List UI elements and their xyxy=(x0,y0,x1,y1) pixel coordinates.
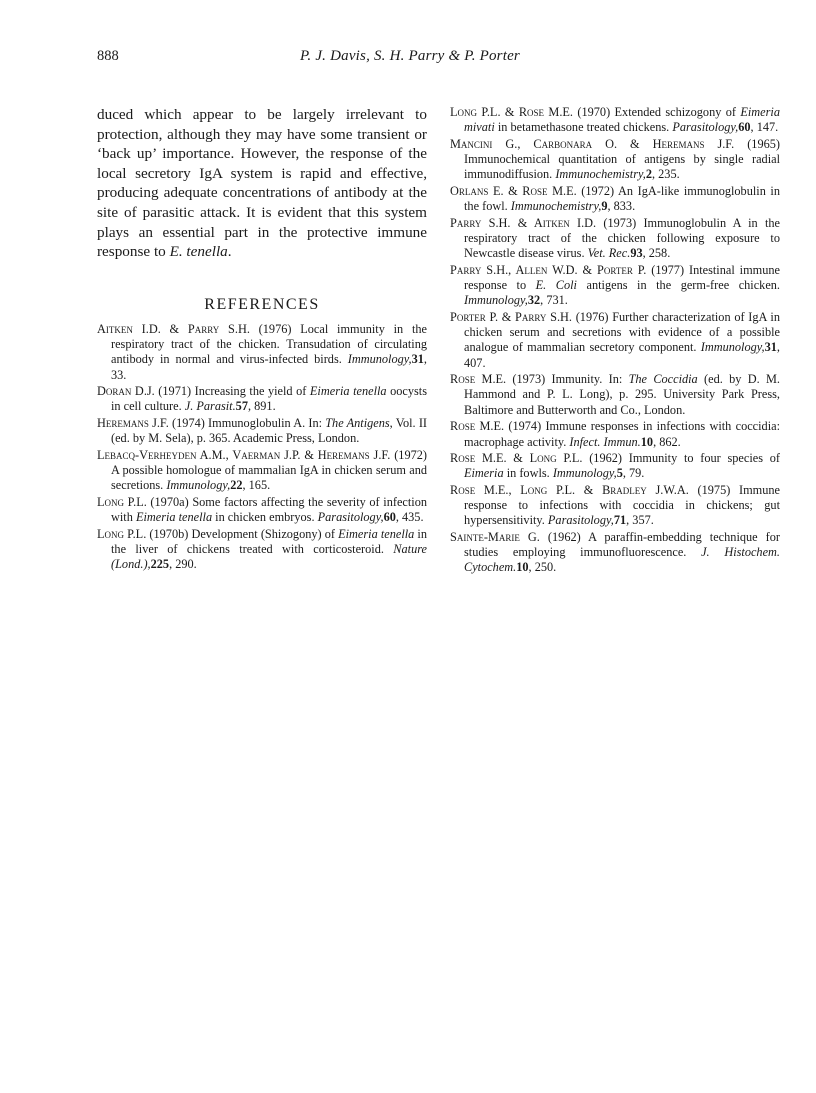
reference-volume: 60 xyxy=(738,120,751,135)
reference-pages: , 731. xyxy=(540,293,568,308)
reference-text: in fowls. xyxy=(503,466,553,481)
reference-authors: Rose M.E. xyxy=(450,419,505,434)
page-header xyxy=(0,48,816,72)
reference-text: (ed. by D. M. Hammond and P. L. Long), p. 295. University Park Press, Baltimore and Butterworth and Co., London. xyxy=(464,372,780,417)
intro-end-punct: . xyxy=(227,243,232,261)
reference-volume: 10 xyxy=(640,434,654,449)
reference-authors: Parry S.H., Allen W.D. & Porter P. xyxy=(450,262,647,277)
reference-pages: , 147. xyxy=(750,120,779,135)
right-column xyxy=(450,105,780,577)
reference-authors: Parry S.H. & Aitken I.D. xyxy=(450,215,597,230)
reference-journal: Infect. Immun. xyxy=(569,434,641,449)
reference-text: (1976) Further characterization of IgA in chicken serum and secretions with evidence of a possible analogue of mammalian secretory component. xyxy=(464,309,780,355)
reference-text: in the liver of chickens treated with corticosteroid. xyxy=(111,526,427,556)
reference-volume: 60 xyxy=(383,510,396,525)
reference-entry xyxy=(450,530,780,576)
references-heading: REFERENCES xyxy=(204,295,320,313)
reference-text: (1970a) Some factors affecting the severity of infection with xyxy=(111,494,427,525)
reference-text: (1973) Immunoglobulin A in the respiratory tract of the chicken following exposure to Newcastle disease virus. xyxy=(464,215,780,261)
reference-entry xyxy=(450,451,780,482)
reference-volume: 225 xyxy=(150,557,170,572)
reference-journal: Immunology, xyxy=(700,340,765,355)
reference-authors: Porter P. & Parry S.H. xyxy=(450,309,572,324)
reference-text: (1965) Immunochemical quantitation of antigens by single radial immunodiffusion. xyxy=(464,136,780,182)
reference-text: (1972) A possible homologue of mammalian IgA in chicken serum and secretions. xyxy=(111,447,427,493)
reference-volume: 31 xyxy=(764,340,777,355)
reference-text: in betamethasone treated chickens. xyxy=(494,120,673,135)
reference-text: (1972) An IgA-like immunoglobulin in the fowl. xyxy=(464,183,780,214)
reference-journal: Parasitology, xyxy=(672,120,739,135)
reference-volume: 71 xyxy=(613,513,627,528)
reference-entry xyxy=(450,263,780,309)
reference-authors: Long P.L. xyxy=(97,526,147,541)
reference-text: (1971) Increasing the yield of xyxy=(154,384,310,399)
reference-entry xyxy=(450,310,780,371)
references-list-left xyxy=(97,322,427,573)
reference-authors: Sainte-Marie G. xyxy=(450,529,540,544)
running-title: P. J. Davis, S. H. Parry & P. Porter xyxy=(300,48,520,64)
reference-journal: Immunochemistry, xyxy=(555,167,646,182)
reference-entry xyxy=(450,184,780,215)
reference-pages: , 290. xyxy=(169,557,197,572)
reference-journal: Vet. Rec. xyxy=(587,246,631,261)
reference-volume: 2 xyxy=(645,167,652,182)
reference-journal: Immunology, xyxy=(464,293,528,308)
reference-text: (1977) Intestinal immune response to xyxy=(464,262,780,293)
reference-journal: Immunology, xyxy=(347,352,412,367)
reference-text: (1970b) Development (Shizogony) of xyxy=(146,526,339,541)
reference-authors: Rose M.E., Long P.L. & Bradley J.W.A. xyxy=(450,482,689,497)
reference-entry xyxy=(450,372,780,418)
reference-volume: 31 xyxy=(411,352,424,367)
reference-pages: , 235. xyxy=(652,167,680,182)
intro-paragraph xyxy=(97,105,427,262)
reference-entry xyxy=(450,216,780,262)
reference-pages: , 833. xyxy=(607,199,636,214)
reference-journal: Parasitology, xyxy=(317,510,384,525)
references-list-right xyxy=(450,105,780,576)
reference-text: oocysts in cell culture. xyxy=(111,384,428,414)
reference-pages: , 357. xyxy=(626,513,654,528)
reference-text: (1962) A paraffin-embedding technique for studies employing immunofluorescence. xyxy=(464,529,781,560)
reference-text: in chicken embryos. xyxy=(212,510,318,525)
reference-entry xyxy=(97,322,427,383)
reference-text: (1962) Immunity to four species of xyxy=(582,451,780,466)
reference-text: , Vol. II (ed. by M. Sela), p. 365. Academic Press, London. xyxy=(111,415,428,446)
reference-text: (1973) Immunity. In: xyxy=(506,372,629,387)
reference-volume: 32 xyxy=(527,293,541,308)
reference-pages: , 33. xyxy=(111,352,427,382)
reference-volume: 22 xyxy=(230,478,243,493)
reference-pages: , 79. xyxy=(622,466,645,481)
reference-text: (1974) Immunoglobulin A. In: xyxy=(168,415,326,430)
reference-italic: Eimeria tenella xyxy=(338,526,415,541)
reference-journal: Parasitology, xyxy=(547,513,614,528)
reference-pages: , 891. xyxy=(247,399,276,414)
reference-pages: , 250. xyxy=(528,560,557,575)
reference-volume: 5 xyxy=(616,466,623,481)
reference-journal: J. Parasit. xyxy=(184,399,236,414)
reference-volume: 9 xyxy=(601,199,608,214)
reference-entry xyxy=(450,419,780,450)
reference-pages: , 435. xyxy=(395,510,424,525)
reference-text: antigens in the germ-free chicken. xyxy=(576,278,781,293)
reference-authors: Long P.L. xyxy=(97,494,147,509)
reference-italic: E. Coli xyxy=(535,278,577,293)
reference-authors: Rose M.E. & Long P.L. xyxy=(450,451,583,466)
reference-authors: Orlans E. & Rose M.E. xyxy=(450,183,577,198)
reference-text: (1976) Local immunity in the respiratory tract of the chicken. Transudation of circulating antibody in normal and virus-infected birds. xyxy=(111,321,427,367)
reference-pages: , 407. xyxy=(464,340,780,370)
reference-authors: Rose M.E. xyxy=(450,372,507,387)
reference-pages: , 258. xyxy=(642,246,671,261)
intro-text: duced which appear to be largely irrelevant to protection, although they may have some transient or ‘back up’ importance. However, the response of the local secretory IgA system is rapid and effective, producing adequate concentrations of antibody at the site of parasitic attack. It is evident that this system plays an essential part in the protective immune response to xyxy=(97,106,427,261)
intro-italic-species: E. tenella xyxy=(169,243,228,261)
reference-entry xyxy=(450,105,780,136)
reference-italic: The Antigens xyxy=(325,415,390,430)
reference-entry xyxy=(97,384,427,415)
reference-italic: Eimeria mivati xyxy=(464,105,780,135)
reference-volume: 93 xyxy=(630,246,643,261)
reference-entry xyxy=(97,448,427,494)
reference-authors: Doran D.J. xyxy=(97,384,155,399)
reference-journal: Nature (Lond.), xyxy=(111,541,427,572)
reference-text: (1974) Immune responses in infections with coccidia: macrophage activity. xyxy=(464,419,780,449)
reference-authors: Heremans J.F. xyxy=(97,415,169,430)
reference-entry xyxy=(97,495,427,526)
reference-volume: 57 xyxy=(235,399,248,414)
reference-text: (1970) Extended schizogony of xyxy=(573,105,741,119)
reference-entry xyxy=(97,527,427,573)
reference-entry xyxy=(450,483,780,529)
reference-volume: 10 xyxy=(516,560,529,575)
reference-authors: Aitken I.D. & Parry S.H. xyxy=(97,321,250,336)
reference-journal: Immunochemistry, xyxy=(510,199,602,214)
reference-journal: J. Histochem. Cytochem. xyxy=(464,545,780,575)
reference-italic: Eimeria tenella xyxy=(135,510,213,525)
reference-pages: , 862. xyxy=(653,434,681,449)
reference-authors: Long P.L. & Rose M.E. xyxy=(450,105,574,119)
reference-italic: Eimeria tenella xyxy=(309,384,387,399)
reference-entry xyxy=(97,416,427,447)
page-number: 888 xyxy=(97,48,119,64)
reference-italic: The Coccidia xyxy=(628,372,698,387)
reference-authors: Mancini G., Carbonara O. & Heremans J.F. xyxy=(450,136,735,151)
reference-italic: Eimeria xyxy=(464,466,504,481)
reference-journal: Immunology, xyxy=(166,478,231,493)
reference-journal: Immunology, xyxy=(552,466,617,481)
reference-authors: Lebacq-Verheyden A.M., Vaerman J.P. & Heremans J.F. xyxy=(97,447,391,462)
reference-entry xyxy=(450,137,780,183)
left-column xyxy=(97,105,427,574)
reference-pages: , 165. xyxy=(242,478,271,493)
reference-text: (1975) Immune response to infections with coccidia in chickens; gut hypersensitivity. xyxy=(464,482,781,528)
